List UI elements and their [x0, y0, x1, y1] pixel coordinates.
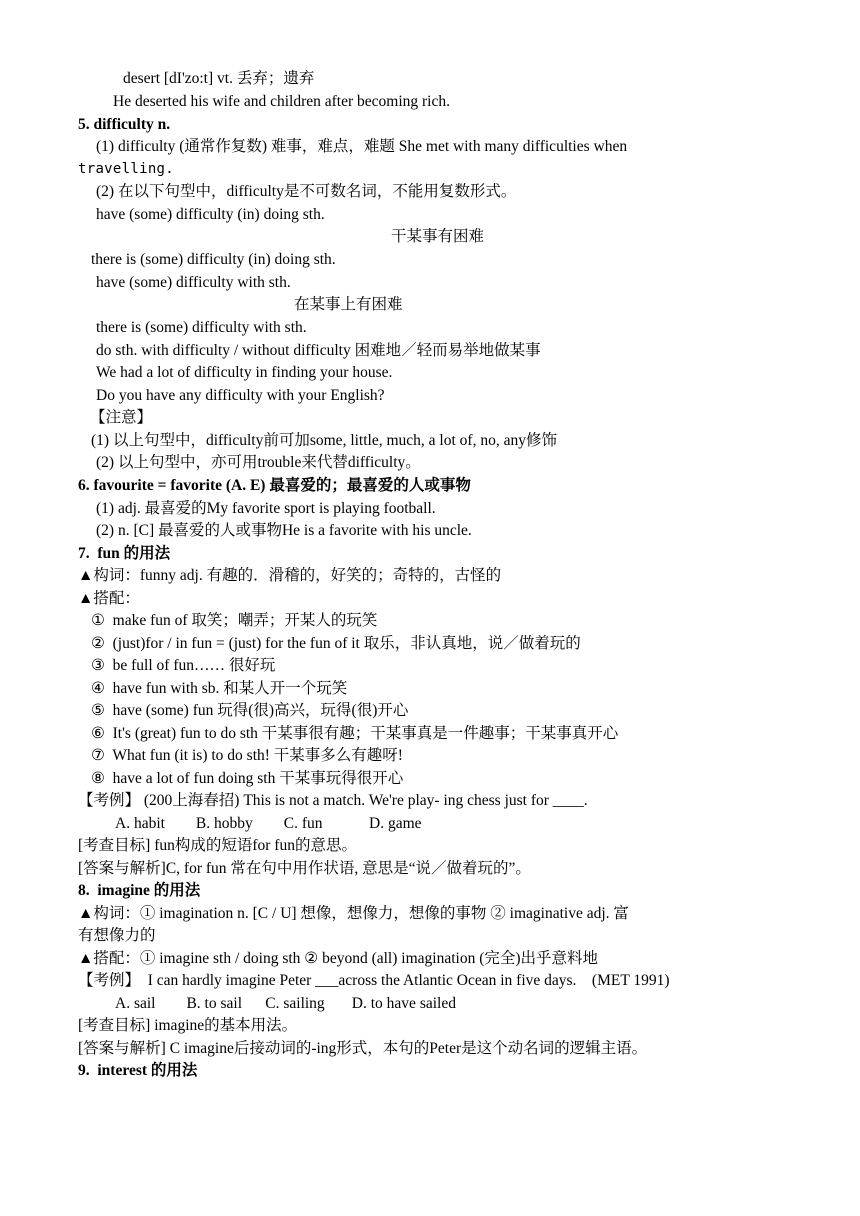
- note-heading: 【注意】: [90, 409, 153, 426]
- collocation-item: ② (just)for / in fun = (just) for the fun of it 取乐，非认真地，说／做着玩的: [91, 635, 581, 652]
- collocation-heading: ▲搭配：: [78, 590, 140, 607]
- note-line: (1) 以上句型中，difficulty前可加some, little, much, a lot of, no, any修饰: [91, 432, 557, 449]
- definition-line: (1) adj. 最喜爱的My favorite sport is playing football.: [96, 500, 436, 517]
- exam-options: A. habit B. hobby C. fun D. game: [115, 815, 422, 832]
- exam-options: A. sail B. to sail C. sailing D. to have sailed: [115, 995, 456, 1012]
- example-sentence: Do you have any difficulty with your English?: [96, 387, 385, 404]
- collocation-line: ▲搭配：① imagine sth / doing sth ② beyond (all) imagination (完全)出乎意料地: [78, 950, 599, 967]
- collocation-item: ④ have fun with sb. 和某人开一个玩笑: [91, 680, 348, 697]
- pattern-line: have (some) difficulty with sth.: [96, 274, 291, 291]
- pattern-line: have (some) difficulty (in) doing sth.: [96, 206, 325, 223]
- collocation-item: ⑧ have a lot of fun doing sth 干某事玩得很开心: [91, 770, 404, 787]
- collocation-item: ③ be full of fun…… 很好玩: [91, 657, 276, 674]
- example-sentence: He deserted his wife and children after becoming rich.: [113, 93, 450, 110]
- desert-entry: desert [dI'zo:t] vt. 丢弃；遗弃: [123, 70, 315, 87]
- definition-line: (2) 在以下句型中，difficulty是不可数名词，不能用复数形式。: [96, 183, 517, 200]
- collocation-item: ⑥ It's (great) fun to do sth 干某事很有趣；干某事真是一件趣事；干某事真开心: [91, 725, 619, 742]
- word-formation-line: ▲构词：① imagination n. [C / U] 想像，想像力，想像的事物 ② imaginative adj. 富: [78, 905, 629, 922]
- section-heading-difficulty: 5. difficulty n.: [78, 116, 171, 133]
- exam-question: 【考例】 I can hardly imagine Peter ___across the Atlantic Ocean in five days. (MET 1991): [78, 972, 670, 989]
- collocation-item: ⑤ have (some) fun 玩得(很)高兴，玩得(很)开心: [91, 702, 409, 719]
- section-heading-favourite: 6. favourite = favorite (A. E) 最喜爱的；最喜爱的人或事物: [78, 477, 471, 494]
- definition-line: (1) difficulty (通常作复数) 难事，难点，难题 She met with many difficulties when: [96, 138, 628, 155]
- pattern-line: there is (some) difficulty (in) doing sth.: [91, 251, 336, 268]
- pattern-meaning: 在某事上有困难: [294, 296, 403, 313]
- section-heading-interest: 9. interest 的用法: [78, 1062, 198, 1079]
- collocation-item: ⑦ What fun (it is) to do sth! 干某事多么有趣呀!: [91, 747, 403, 764]
- definition-line-cont: travelling.: [78, 161, 175, 177]
- exam-answer: [答案与解析]C, for fun 常在句中用作状语, 意思是“说／做着玩的”。: [78, 860, 531, 877]
- word-formation-line: ▲构词：funny adj. 有趣的．滑稽的，好笑的；奇特的，古怪的: [78, 567, 502, 584]
- exam-objective: [考查目标] imagine的基本用法。: [78, 1017, 298, 1034]
- word-formation-line-cont: 有想像力的: [78, 927, 156, 944]
- exam-answer: [答案与解析] C imagine后接动词的-ing形式，本句的Peter是这个动名词的逻辑主语。: [78, 1040, 648, 1057]
- section-heading-imagine: 8. imagine 的用法: [78, 882, 201, 899]
- pattern-meaning: 干某事有困难: [391, 228, 485, 245]
- example-sentence: We had a lot of difficulty in finding your house.: [96, 364, 393, 381]
- definition-line: (2) n. [C] 最喜爱的人或事物He is a favorite with his uncle.: [96, 522, 472, 539]
- note-line: (2) 以上句型中，亦可用trouble来代替difficulty。: [96, 454, 421, 471]
- section-heading-fun: 7. fun 的用法: [78, 545, 171, 562]
- pattern-line: there is (some) difficulty with sth.: [96, 319, 307, 336]
- collocation-item: ① make fun of 取笑；嘲弄；开某人的玩笑: [91, 612, 378, 629]
- exam-question: 【考例】 (200上海春招) This is not a match. We're play- ing chess just for ____.: [78, 792, 588, 809]
- exam-objective: [考查目标] fun构成的短语for fun的意思。: [78, 837, 357, 854]
- pattern-line: do sth. with difficulty / without difficulty 困难地／轻而易举地做某事: [96, 342, 541, 359]
